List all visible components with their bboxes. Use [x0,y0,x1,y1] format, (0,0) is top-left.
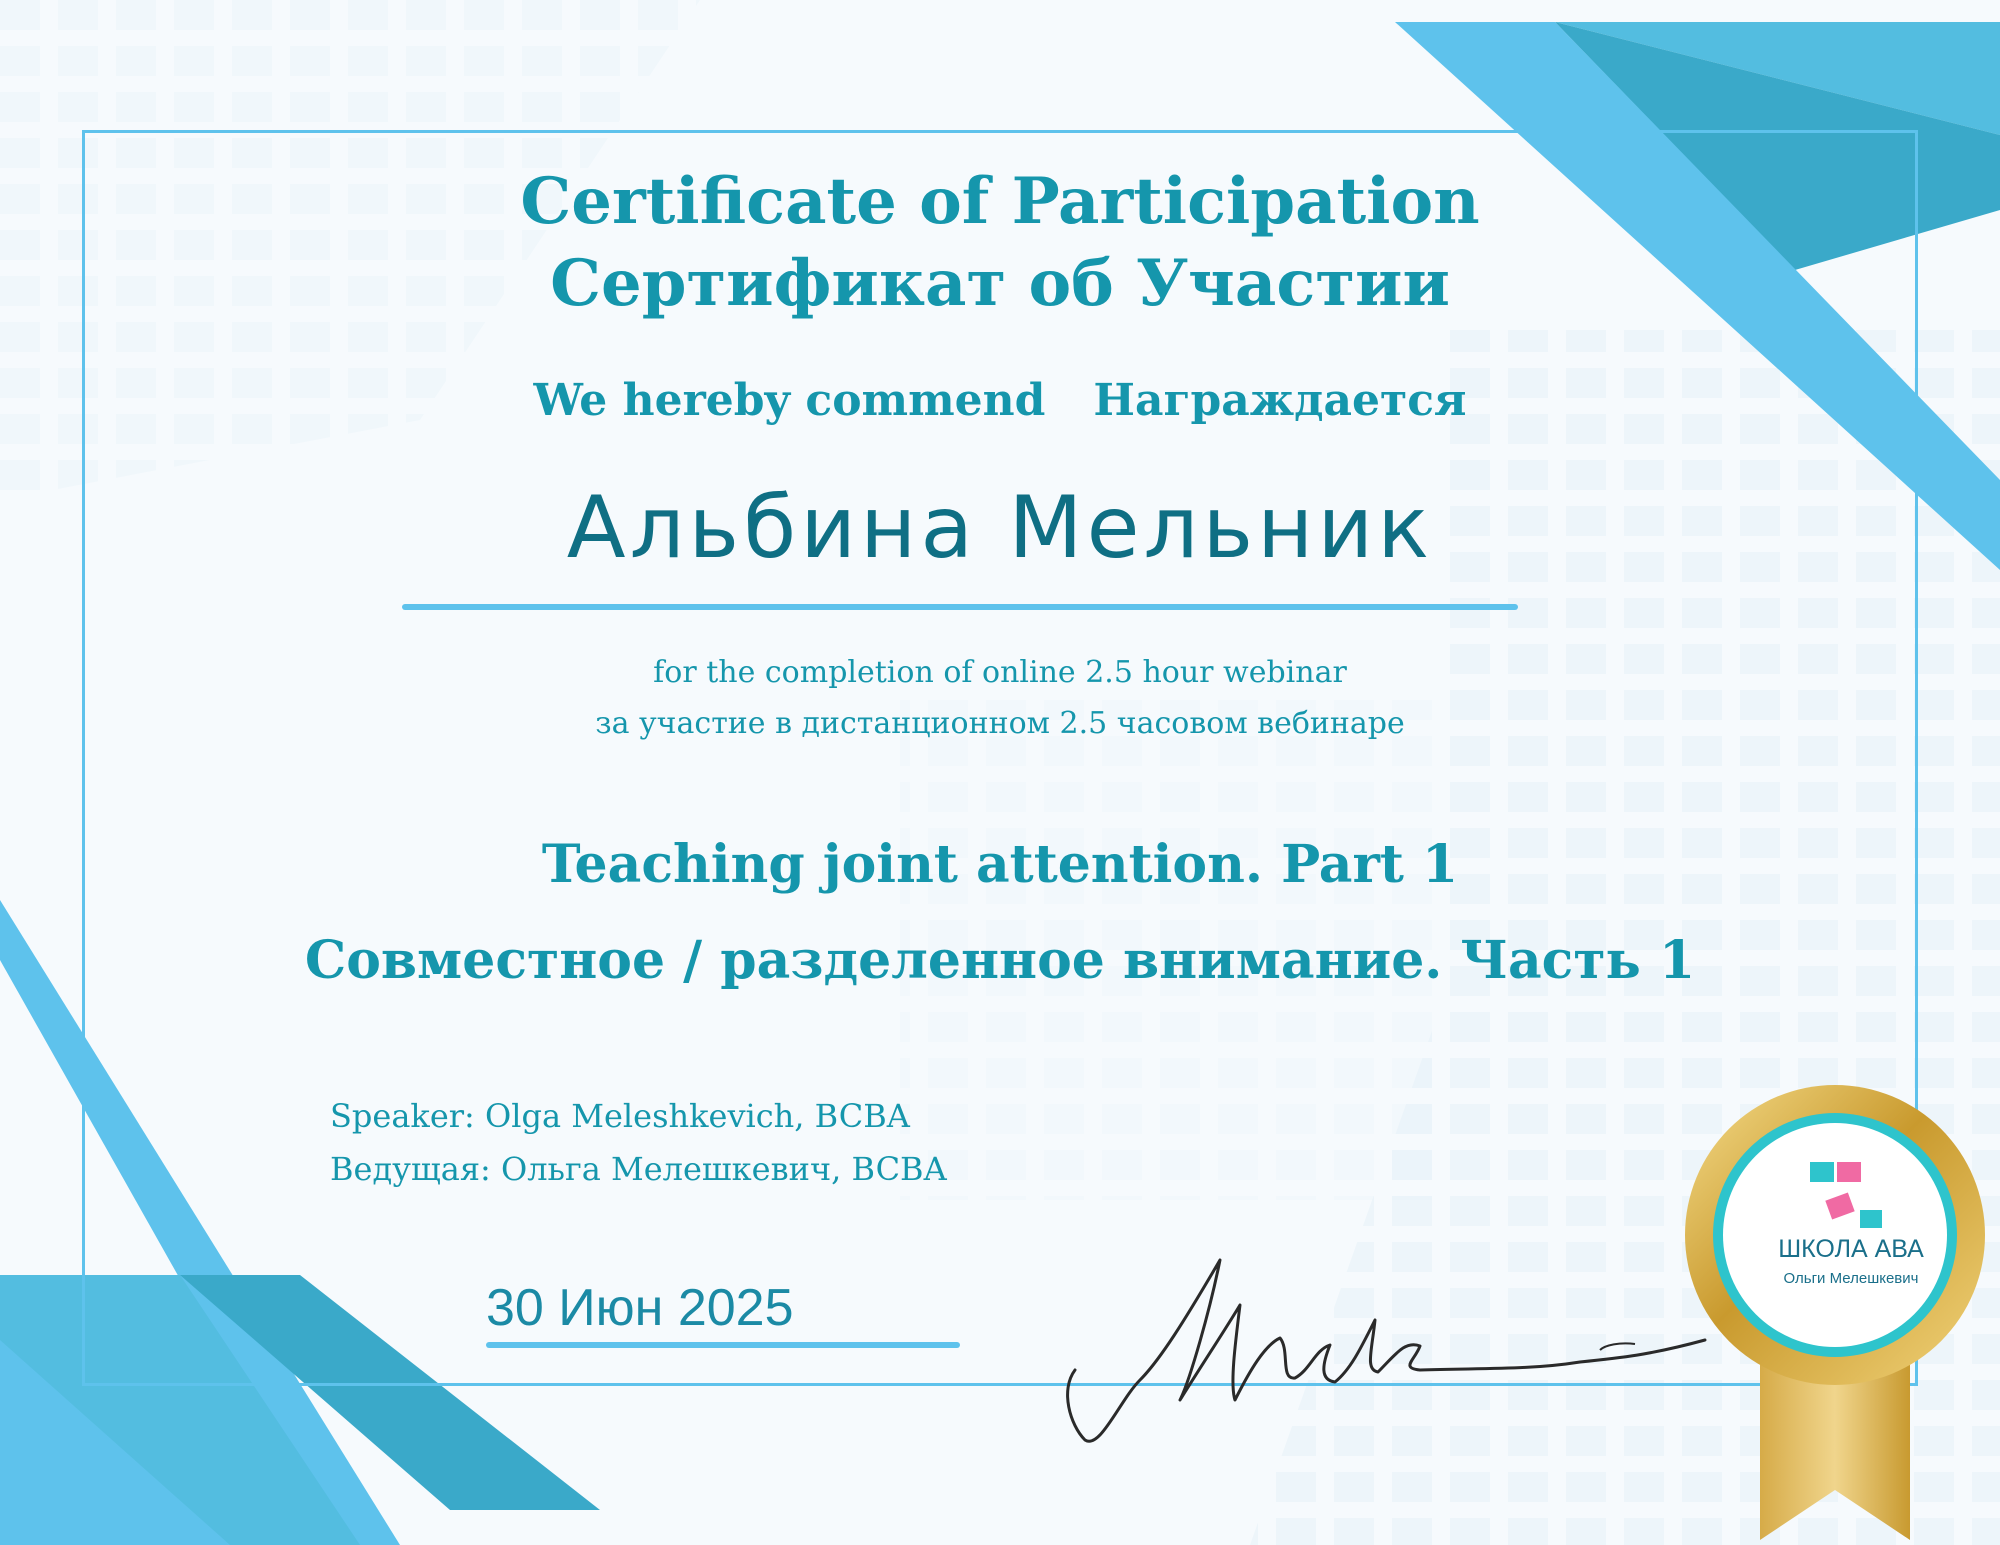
seal-text-owner: Ольги Мелешкевич [1783,1270,1919,1287]
name-underline [402,604,1518,610]
title-en: Certificate of Participation [520,164,1480,239]
handwritten-signature [1060,1250,1720,1450]
seal-text-school: ШКОЛА АВА [1778,1235,1924,1263]
school-seal [1670,1070,2000,1545]
commend-en: We hereby commend [533,375,1046,426]
speaker-en: Speaker: Olga Meleshkevich, BCBA [330,1097,910,1135]
speaker-ru: Ведущая: Ольга Мелешкевич, BCBA [330,1150,947,1188]
date-underline [486,1342,960,1348]
course-title-ru: Совместное / разделенное внимание. Часть 1 [304,930,1696,991]
issue-date: 30 Июн 2025 [486,1279,794,1337]
commend-ru: Награждается [1093,375,1467,426]
completion-en: for the completion of online 2.5 hour webinar [653,655,1347,690]
completion-ru: за участие в дистанционном 2.5 часовом вебинаре [595,706,1405,741]
recipient-name: Альбина Мельник [566,478,1434,578]
commend-line [0,375,2000,426]
course-title-en: Teaching joint attention. Part 1 [541,834,1459,895]
title-ru: Сертификат об Участии [550,246,1450,321]
